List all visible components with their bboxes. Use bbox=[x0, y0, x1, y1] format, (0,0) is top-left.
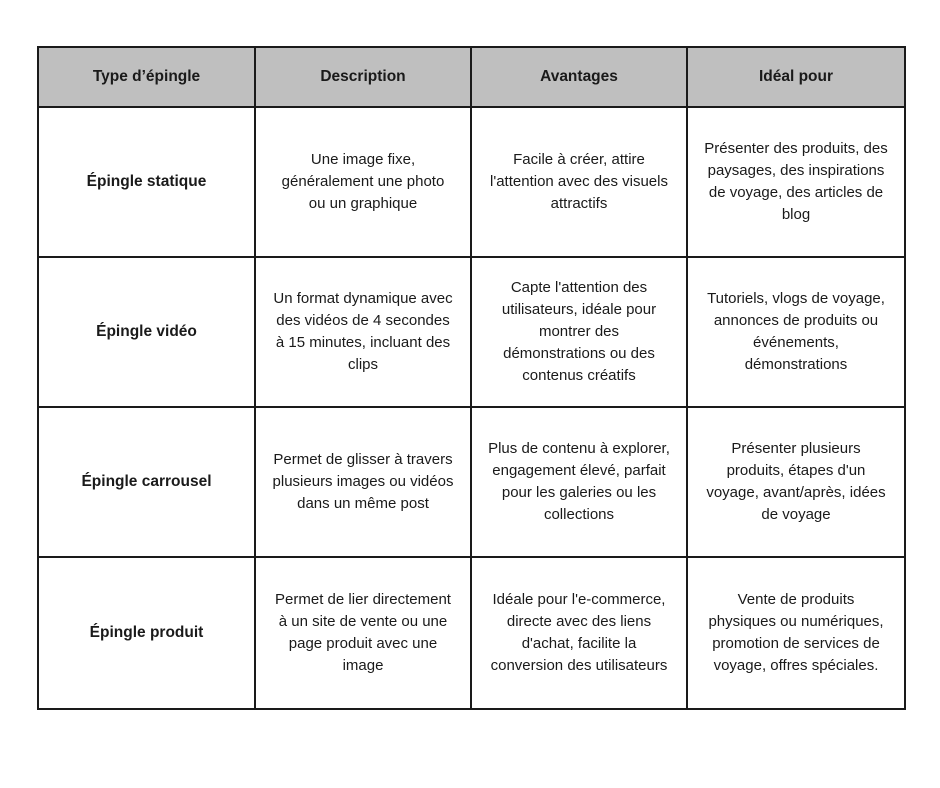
header-advantages: Avantages bbox=[471, 47, 687, 107]
cell-ideal-for: Présenter plusieurs produits, étapes d'un voyage, avant/après, idées de voyage bbox=[687, 407, 905, 557]
cell-advantages: Plus de contenu à explorer, engagement élevé, parfait pour les galeries ou les collections bbox=[471, 407, 687, 557]
cell-ideal-for: Vente de produits physiques ou numériques, promotion de services de voyage, offres spéciales. bbox=[687, 557, 905, 709]
header-type: Type d’épingle bbox=[38, 47, 255, 107]
table-row bbox=[38, 257, 905, 407]
cell-type: Épingle produit bbox=[38, 557, 255, 709]
cell-advantages: Facile à créer, attire l'attention avec des visuels attractifs bbox=[471, 107, 687, 257]
cell-description: Permet de lier directement à un site de vente ou une page produit avec une image bbox=[255, 557, 471, 709]
cell-description: Permet de glisser à travers plusieurs images ou vidéos dans un même post bbox=[255, 407, 471, 557]
header-description: Description bbox=[255, 47, 471, 107]
table-row bbox=[38, 407, 905, 557]
header-row bbox=[38, 47, 905, 107]
table-body bbox=[38, 107, 905, 709]
cell-type: Épingle carrousel bbox=[38, 407, 255, 557]
table-row bbox=[38, 557, 905, 709]
cell-description: Un format dynamique avec des vidéos de 4 secondes à 15 minutes, incluant des clips bbox=[255, 257, 471, 407]
cell-type: Épingle statique bbox=[38, 107, 255, 257]
cell-ideal-for: Tutoriels, vlogs de voyage, annonces de produits ou événements, démonstrations bbox=[687, 257, 905, 407]
table-header bbox=[38, 47, 905, 107]
cell-ideal-for: Présenter des produits, des paysages, des inspirations de voyage, des articles de blog bbox=[687, 107, 905, 257]
header-ideal-for: Idéal pour bbox=[687, 47, 905, 107]
cell-description: Une image fixe, généralement une photo ou un graphique bbox=[255, 107, 471, 257]
cell-type: Épingle vidéo bbox=[38, 257, 255, 407]
pin-types-table bbox=[37, 46, 906, 710]
cell-advantages: Capte l'attention des utilisateurs, idéale pour montrer des démonstrations ou des contenus créatifs bbox=[471, 257, 687, 407]
table-row bbox=[38, 107, 905, 257]
cell-advantages: Idéale pour l'e-commerce, directe avec des liens d'achat, facilite la conversion des utilisateurs bbox=[471, 557, 687, 709]
